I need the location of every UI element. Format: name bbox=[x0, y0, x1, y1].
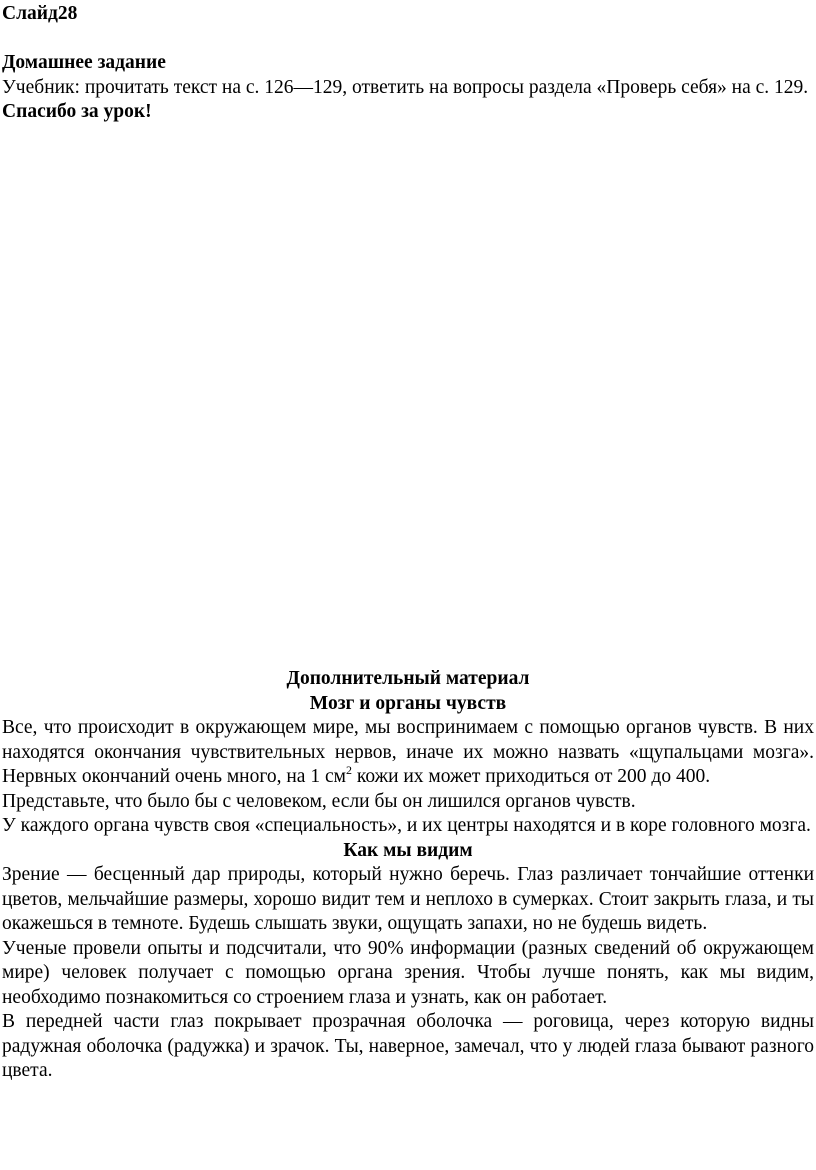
paragraph-research: Ученые провели опыты и подсчитали, что 90% информации (разных сведений об окружающем мире) человек получает с помощью органа зрения. Чтобы лучше понять, как мы видим, необходимо познакомиться со строением глаза и узнать, как он работает. bbox=[2, 937, 814, 1008]
slide-label: Слайд28 bbox=[2, 3, 78, 24]
paragraph-imagine: Представьте, что было бы с человеком, если бы он лишился органов чувств. bbox=[2, 790, 636, 812]
superscript-2: 2 bbox=[345, 763, 352, 777]
thanks-text: Спасибо за урок! bbox=[2, 101, 152, 122]
page-top bbox=[2, 2, 814, 125]
paragraph-senses-text: Все, что происходит в окружающем мире, мы воспринимаем с помощью органов чувств. В них находятся окончания чувствительных нервов, иначе их можно назвать «щупальцами мозга». Нервных окончаний очень много, на 1 см bbox=[2, 717, 814, 787]
extra-heading: Дополнительный материал bbox=[286, 668, 530, 689]
paragraph-senses-tail: кожи их может приходиться от 200 до 400. bbox=[351, 766, 711, 787]
paragraph-senses bbox=[2, 716, 814, 790]
paragraph-cornea: В передней части глаз покрывает прозрачная оболочка — роговица, через которую видны радужная оболочка (радужка) и зрачок. Ты, наверное, замечал, что у людей глаза бывают разного цвета. bbox=[2, 1011, 814, 1081]
paragraph-specialty: У каждого органа чувств своя «специальность», и их центры находятся и в коре головного мозга. bbox=[2, 815, 811, 836]
homework-text: Учебник: прочитать текст на с. 126—129, ответить на вопросы раздела «Проверь себя» на с. 129. bbox=[2, 76, 809, 98]
section-title-brain: Мозг и органы чувств bbox=[309, 692, 507, 714]
homework-heading: Домашнее задание bbox=[2, 52, 166, 73]
paragraph-vision-gift: Зрение — бесценный дар природы, который нужно беречь. Глаз различает тончайшие оттенки цветов, мельчайшие размеры, хорошо видит тем и неплохо в сумерках. Стоит закрыть глаза, и ты окажешься в темноте. Будешь слышать звуки, ощущать запахи, но не будешь видеть. bbox=[2, 864, 814, 934]
additional-material bbox=[2, 667, 814, 1084]
section-title-vision: Как мы видим bbox=[343, 839, 473, 861]
